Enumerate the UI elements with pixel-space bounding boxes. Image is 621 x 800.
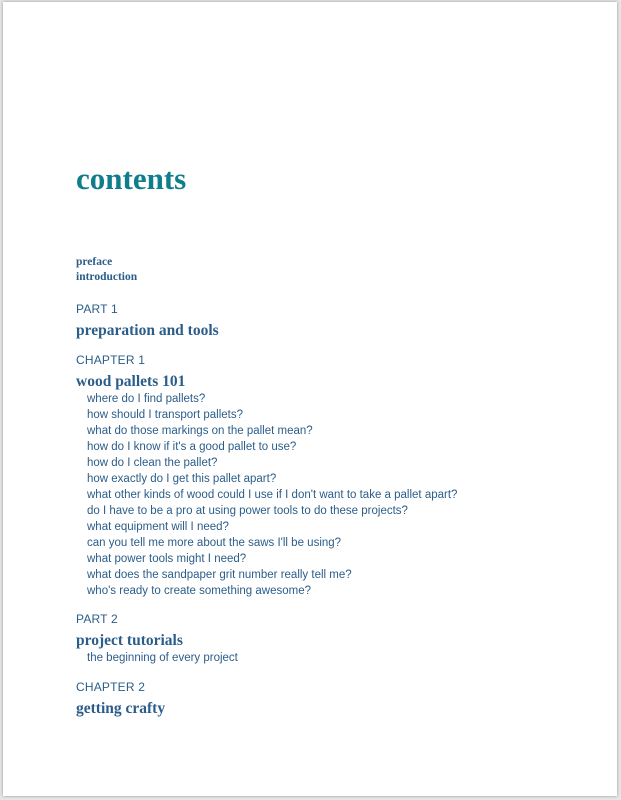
- toc-entry[interactable]: what does the sandpaper grit number really tell me?: [87, 569, 352, 581]
- toc-entry[interactable]: the beginning of every project: [87, 652, 238, 664]
- toc-entry[interactable]: do I have to be a pro at using power tools to do these projects?: [87, 505, 408, 517]
- part-label: PART 1: [76, 302, 118, 316]
- chapter-label: CHAPTER 1: [76, 353, 146, 367]
- chapter-2: [76, 680, 165, 718]
- part-2-entries: [76, 650, 238, 666]
- chapter-1-entries: [76, 391, 457, 599]
- toc-entry[interactable]: what power tools might I need?: [87, 553, 247, 565]
- toc-entry-preface[interactable]: preface: [76, 256, 113, 268]
- part-2: [76, 612, 238, 666]
- toc-entry[interactable]: can you tell me more about the saws I'll be using?: [87, 537, 342, 549]
- chapter-title[interactable]: getting crafty: [76, 700, 166, 717]
- front-matter: [76, 255, 137, 285]
- chapter-1: [76, 353, 457, 599]
- toc-entry[interactable]: how exactly do I get this pallet apart?: [87, 473, 277, 485]
- chapter-label: CHAPTER 2: [76, 680, 146, 694]
- toc-entry[interactable]: how do I clean the pallet?: [87, 457, 218, 469]
- toc-entry[interactable]: who's ready to create something awesome?: [87, 585, 312, 597]
- toc-entry[interactable]: what other kinds of wood could I use if I don't want to take a pallet apart?: [87, 489, 458, 501]
- toc-entry[interactable]: how do I know if it's a good pallet to use?: [87, 441, 297, 453]
- part-title[interactable]: preparation and tools: [76, 322, 219, 339]
- toc-entry-introduction[interactable]: introduction: [76, 271, 138, 283]
- chapter-title[interactable]: wood pallets 101: [76, 373, 186, 390]
- toc-entry[interactable]: what do those markings on the pallet mean?: [87, 425, 313, 437]
- toc-entry[interactable]: what equipment will I need?: [87, 521, 229, 533]
- document-page: [3, 2, 617, 796]
- part-1: [76, 302, 219, 340]
- part-label: PART 2: [76, 612, 118, 626]
- toc-entry[interactable]: where do I find pallets?: [87, 393, 206, 405]
- toc-entry[interactable]: how should I transport pallets?: [87, 409, 243, 421]
- page-title: contents: [76, 161, 187, 196]
- part-title[interactable]: project tutorials: [76, 632, 183, 649]
